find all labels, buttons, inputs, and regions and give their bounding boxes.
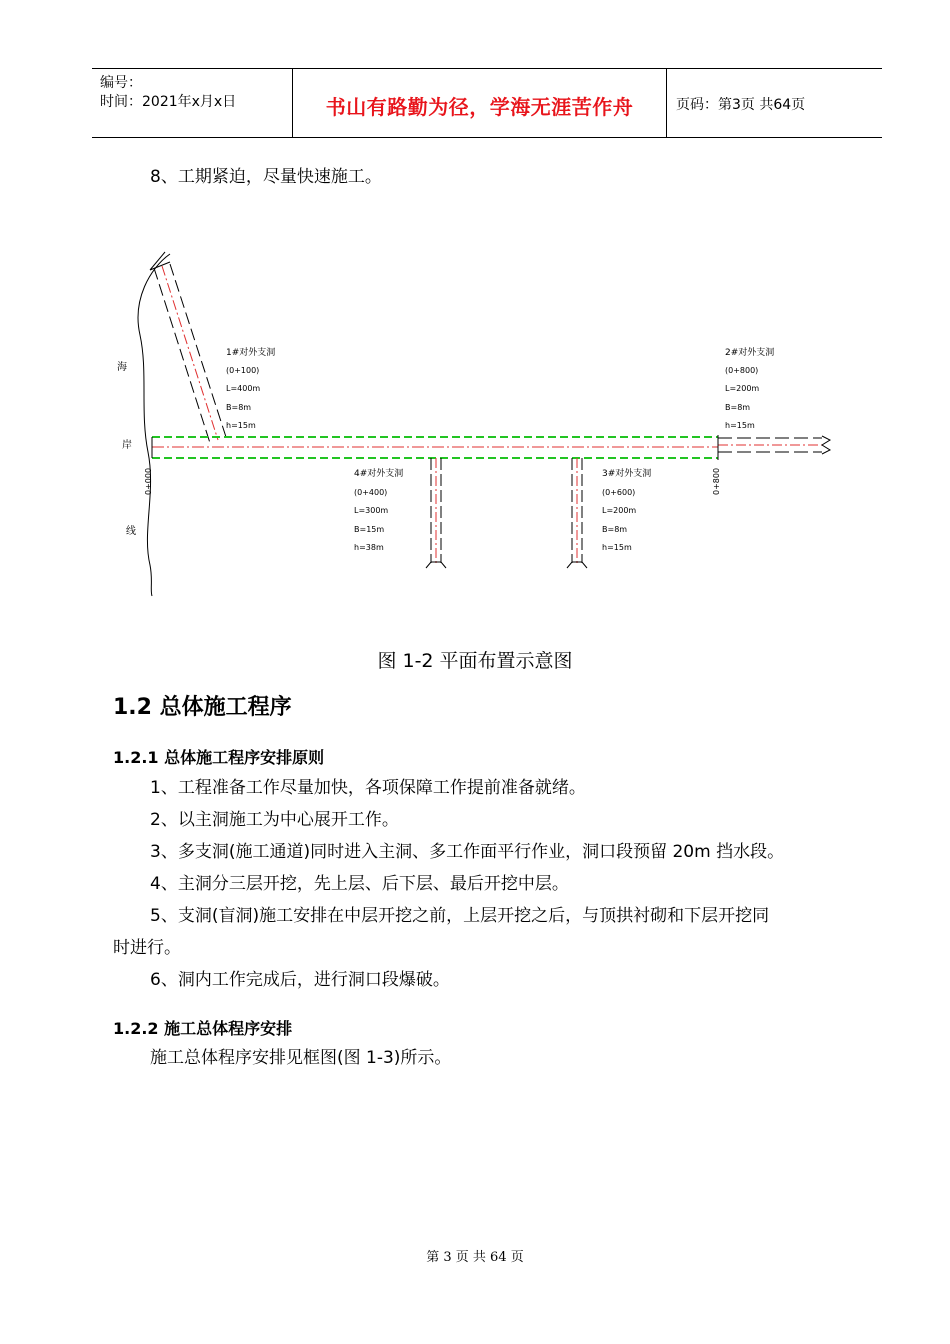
coast-label-1: 海 — [117, 362, 127, 373]
tunnel2-width: B=8m — [725, 403, 751, 412]
principle-6: 6、洞内工作完成后，进行洞口段爆破。 — [150, 970, 450, 990]
page-footer: 第 3 页 共 64 页 — [426, 1250, 524, 1265]
tunnel3-length: L=200m — [602, 506, 637, 515]
section-heading-1-2: 1.2 总体施工程序 — [113, 695, 292, 720]
tunnel2-length: L=200m — [725, 384, 760, 393]
header-page-cell — [666, 69, 882, 137]
coastline — [138, 254, 170, 596]
tunnel1-label: 1#对外支洞 — [226, 348, 276, 358]
coast-label-2: 岸 — [122, 440, 132, 451]
tunnel4-height: h=38m — [354, 543, 384, 552]
principle-1: 1、工程准备工作尽量加快，各项保障工作提前准备就绪。 — [150, 778, 586, 798]
principle-2: 2、以主洞施工为中心展开工作。 — [150, 810, 399, 830]
tunnel3-width: B=8m — [602, 525, 628, 534]
figure-caption: 图 1-2 平面布置示意图 — [377, 650, 573, 672]
tunnel1-width: B=8m — [226, 403, 252, 412]
code-label: 编号： — [100, 75, 142, 91]
tunnel4-station: (0+400) — [354, 488, 388, 497]
principle-5: 5、支洞(盲洞)施工安排在中层开挖之前，上层开挖之后，与顶拱衬砌和下层开挖同 — [150, 906, 770, 926]
tunnel1-station: (0+100) — [226, 366, 260, 375]
tunnel3-station: (0+600) — [602, 488, 636, 497]
principle-5-continued: 时进行。 — [113, 938, 181, 958]
document-header — [92, 68, 882, 138]
tunnel1-height: h=15m — [226, 421, 256, 430]
list-item-8: 8、工期紧迫，尽量快速施工。 — [150, 167, 382, 187]
tunnel3-label: 3#对外支洞 — [602, 469, 652, 479]
tunnel4-width: B=15m — [354, 525, 385, 534]
station-right: 0+800 — [712, 467, 721, 495]
section-heading-1-2-2: 1.2.2 施工总体程序安排 — [113, 1019, 293, 1038]
portal-mark — [150, 252, 170, 270]
arrangement-text: 施工总体程序安排见框图(图 1-3)所示。 — [150, 1048, 452, 1068]
tunnel3-height: h=15m — [602, 543, 632, 552]
tunnel4-length: L=300m — [354, 506, 389, 515]
principle-3: 3、多支洞(施工通道)同时进入主洞、多工作面平行作业，洞口段预留 20m 挡水段。 — [150, 842, 785, 862]
header-meta-cell — [92, 69, 292, 137]
page-label: 页码：第3页 共64页 — [676, 97, 806, 113]
principle-4: 4、主洞分三层开挖，先上层、后下层、最后开挖中层。 — [150, 874, 569, 894]
tunnel2-station: (0+800) — [725, 366, 759, 375]
coast-label-3: 线 — [126, 526, 136, 537]
tunnel4-label: 4#对外支洞 — [354, 469, 404, 479]
layout-plan-figure — [110, 248, 840, 598]
portal-mark-2 — [822, 436, 830, 454]
motto: 书山有路勤为径，学海无涯苦作舟 — [325, 95, 634, 119]
time-label: 时间：2021年x月x日 — [100, 94, 237, 110]
tunnel2-label: 2#对外支洞 — [725, 348, 775, 358]
tunnel1-length: L=400m — [226, 384, 261, 393]
station-left: 0+000 — [144, 467, 153, 495]
tunnel2-height: h=15m — [725, 421, 755, 430]
section-heading-1-2-1: 1.2.1 总体施工程序安排原则 — [113, 748, 325, 767]
header-motto-cell — [292, 69, 667, 137]
